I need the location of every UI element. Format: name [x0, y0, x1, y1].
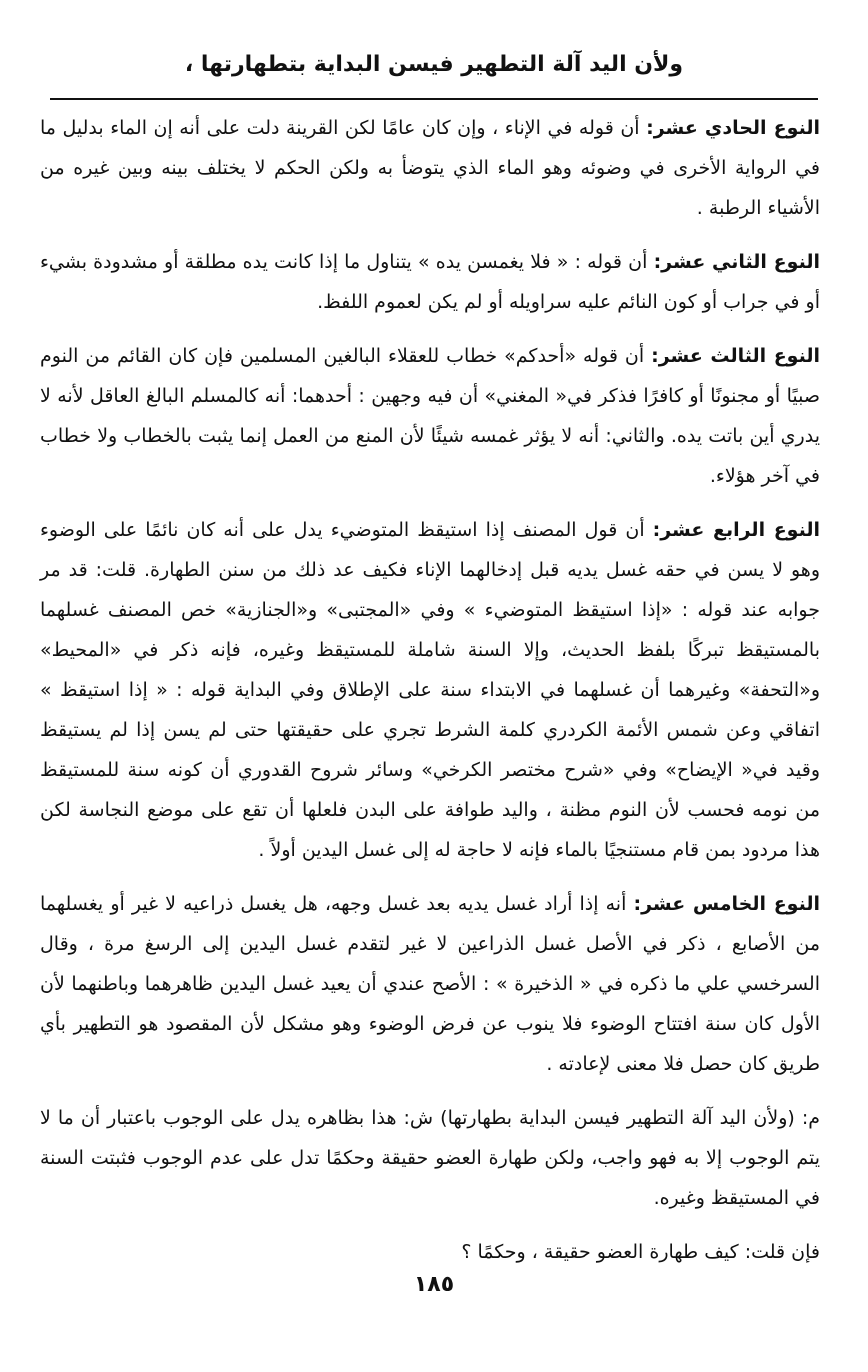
- paragraph-lead: النوع الخامس عشر:: [633, 893, 820, 915]
- paragraph-question: [40, 1232, 820, 1272]
- header-rule: [50, 98, 818, 100]
- paragraph-type-14: [40, 510, 820, 870]
- paragraph-type-12: [40, 242, 820, 322]
- page-number: ١٨٥: [413, 1272, 455, 1297]
- paragraph-matn-sharh: [40, 1098, 820, 1218]
- paragraph-text: أن قوله في الإناء ، وإن كان عامًا لكن القرينة دلت على أنه إن الماء بدليل ما في الرواية الأخرى في وضوئه وهو الماء الذي يتوضأ به ولكن الحكم لا يختلف بينه وبين غيره من الأشياء الرطبة .: [40, 117, 820, 219]
- paragraph-text: م: (ولأن اليد آلة التطهير فيسن البداية بطهارتها) ش: هذا بظاهره يدل على الوجوب باعتبار أن ما لا يتم الوجوب إلا به فهو واجب، ولكن طهارة العضو حقيقة وحكمًا تدل على عدم الوجوب فثبتت السنة في المستيقظ وغيره.: [40, 1107, 820, 1209]
- paragraph-type-11: [40, 108, 820, 228]
- paragraph-lead: النوع الرابع عشر:: [652, 519, 820, 541]
- paragraph-type-13: [40, 336, 820, 496]
- paragraph-lead: النوع الثالث عشر:: [651, 345, 820, 367]
- paragraph-type-15: [40, 884, 820, 1084]
- paragraph-text: أن قوله : « فلا يغمسن يده » يتناول ما إذا كانت يده مطلقة أو مشدودة بشيء أو في جراب أو كون النائم عليه سراويله أو لم يكن لعموم اللفظ.: [40, 251, 820, 313]
- paragraph-lead: النوع الحادي عشر:: [646, 117, 820, 139]
- running-head: ولأن اليد آلة التطهير فيسن البداية بتطهارتها ،: [184, 52, 684, 77]
- paragraph-text: فإن قلت: كيف طهارة العضو حقيقة ، وحكمًا ؟: [461, 1241, 820, 1263]
- body-text: [40, 108, 820, 1286]
- paragraph-text: أن قوله «أحدكم» خطاب للعقلاء البالغين المسلمين فإن كان القائم من النوم صبيًا أو مجنونًا أو كافرًا فذكر في« المغني» أن فيه وجهين : أحدهما: أنه كالمسلم البالغ العاقل لأنه لا يدري أين باتت يده. والثاني: أنه لا يؤثر غمسه شيئًا لأن المنع من العمل إنما يثبت بالخطاب ولا خطاب في آخر هؤلاء.: [40, 345, 820, 487]
- paragraph-text: أن قول المصنف إذا استيقظ المتوضيء يدل على أنه كان نائمًا على الوضوء وهو لا يسن في حقه غسل يديه قبل إدخالهما الإناء فكيف عد ذلك من سنن الطهارة. قلت: قد مر جوابه عند قوله : «إذا استيقظ المتوضيء » وفي «المجتبى» و«الجنازية» خص المصنف غسلهما بالمستيقظ تبركًا بلفظ الحديث، وإلا السنة شاملة للمستيقظ وغيره، فإنه ذكر في «المحيط» و«التحفة» وغيرهما أن غسلهما في الابتداء سنة على الإطلاق وفي البداية قوله : « إذا استيقظ » اتفاقي وعن شمس الأئمة الكردري كلمة الشرط تجري على حقيقتها حتى لم يسن إذا لم يستيقظ وقيد في« الإيضاح» وفي «شرح مختصر الكرخي» وسائر شروح القدوري أن كونه سنة للمستيقظ من نومه فحسب لأن النوم مظنة ، واليد طوافة على البدن فلعلها أن تقع على موضع النجاسة لكن هذا مردود بمن قام مستنجيًا بالماء فإنه لا حاجة له إلى غسل اليدين أولاً .: [40, 519, 820, 861]
- paragraph-text: أنه إذا أراد غسل يديه بعد غسل وجهه، هل يغسل ذراعيه لا غير أو يغسلهما من الأصابع ، ذكر في الأصل غسل الذراعين لا غير لتقدم غسل اليدين إلى الرسغ مرة ، وقال السرخسي علي ما ذكره في « الذخيرة » : الأصح عندي أن يعيد غسل اليدين ظاهرهما وباطنهما لأن الأول كان سنة افتتاح الوضوء فلا ينوب عن فرض الوضوء وهو مشكل لأن المقصود هو التطهير بأي طريق كان حصل فلا معنى لإعادته .: [40, 893, 820, 1075]
- paragraph-lead: النوع الثاني عشر:: [653, 251, 820, 273]
